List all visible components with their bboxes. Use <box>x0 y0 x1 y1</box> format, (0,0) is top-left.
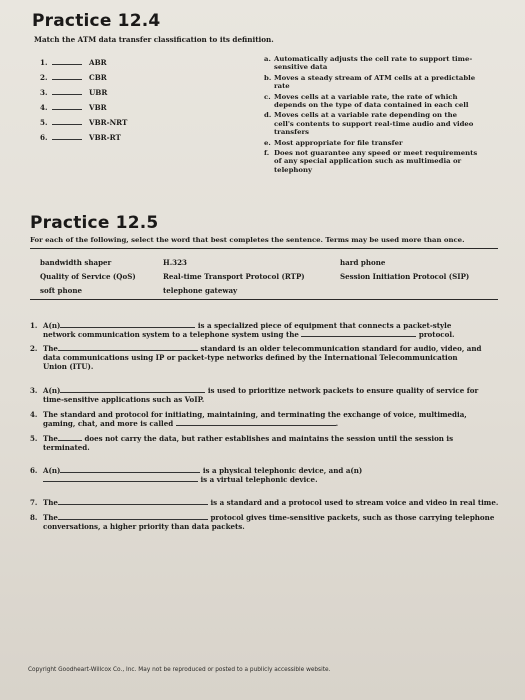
question-6: 6. A(n) is a physical telephonic device, and a(n) is a virtual telephonic device. <box>30 466 363 485</box>
answer-blank[interactable] <box>60 466 200 473</box>
item-number: 4. <box>40 103 48 112</box>
word-bank-term: telephone gateway <box>163 286 238 295</box>
word-bank-term: hard phone <box>340 258 386 267</box>
definition-e: e. Most appropriate for file transfer <box>264 138 403 147</box>
answer-blank[interactable] <box>58 513 208 520</box>
word-bank-top-rule <box>30 248 498 249</box>
question-3: 3. A(n) is used to prioritize network packets to ensure quality of service for time-sensitive applications such as VoIP. <box>30 386 479 405</box>
item-number: 5. <box>40 118 48 127</box>
word-bank <box>40 255 490 297</box>
answer-blank[interactable] <box>52 72 82 80</box>
practice-12-4-title: Practice 12.4 <box>32 11 161 31</box>
definition-a: a. Automatically adjusts the cell rate to support time-sensitive data <box>264 55 473 72</box>
item-number: 6. <box>40 133 48 142</box>
item-abbr: ABR <box>89 58 107 67</box>
word-bank-bottom-rule <box>30 299 498 300</box>
match-item-4 <box>40 102 107 112</box>
answer-blank[interactable] <box>52 132 82 140</box>
answer-blank[interactable] <box>52 117 82 125</box>
definition-c: c. Moves cells at a variable rate, the rate of which depends on the type of data contained in each cell <box>264 92 469 110</box>
question-4: 4. The standard and protocol for initiating, maintaining, and terminating the exchange of voice, multimedia, gaming, chat, and more is called . <box>30 410 467 429</box>
item-number: 3. <box>40 88 48 97</box>
item-abbr: UBR <box>89 88 108 97</box>
answer-blank[interactable] <box>58 498 208 505</box>
answer-blank[interactable] <box>58 434 82 441</box>
item-number: 1. <box>40 58 48 67</box>
word-bank-term: soft phone <box>40 286 83 295</box>
answer-blank[interactable] <box>60 386 205 393</box>
answer-blank[interactable] <box>43 475 198 482</box>
question-2: 2. The standard is an older telecommunication standard for audio, video, and data communications using IP or packet-type networks defined by the International Telecommunication Union (ITU). <box>30 344 482 372</box>
word-bank-term: Session Initiation Protocol (SIP) <box>340 272 470 281</box>
item-abbr: VBR-NRT <box>89 118 128 127</box>
answer-blank[interactable] <box>52 87 82 95</box>
match-item-3 <box>40 87 107 97</box>
answer-blank[interactable] <box>52 102 82 110</box>
word-bank-term: Quality of Service (QoS) <box>40 272 136 281</box>
question-8: 8. The protocol gives time-sensitive packets, such as those carrying telephone conversations, a higher priority than data packets. <box>30 513 495 532</box>
match-item-2 <box>40 72 107 82</box>
definition-f: f. Does not guarantee any speed or meet requirements of any special application such as multimedia or telephony <box>264 149 478 174</box>
item-number: 2. <box>40 73 48 82</box>
answer-blank[interactable] <box>58 344 198 351</box>
match-item-6 <box>40 132 121 142</box>
word-bank-term: H.323 <box>163 258 187 267</box>
answer-blank[interactable] <box>52 57 82 65</box>
practice-12-5-title: Practice 12.5 <box>30 213 159 233</box>
answer-blank[interactable] <box>176 419 336 426</box>
word-bank-term: bandwidth shaper <box>40 258 112 267</box>
answer-blank[interactable] <box>301 330 416 337</box>
question-1: 1. A(n) is a specialized piece of equipment that connects a packet-style network communication system to a telephone system using the protocol. <box>30 321 455 340</box>
question-5: 5. The does not carry the data, but rather establishes and maintains the session until the session is terminated. <box>30 434 454 453</box>
answer-blank[interactable] <box>60 321 195 328</box>
word-bank-term: Real-time Transport Protocol (RTP) <box>163 272 305 281</box>
item-abbr: VBR-RT <box>89 133 121 142</box>
question-7: 7. The is a standard and a protocol used to stream voice and video in real time. <box>30 498 499 507</box>
item-abbr: VBR <box>89 103 107 112</box>
match-item-5 <box>40 117 127 127</box>
copyright-notice: Copyright Goodheart-Willcox Co., Inc. May not be reproduced or posted to a publicly accessible website. <box>28 667 331 673</box>
practice-12-5-instructions: For each of the following, select the word that best completes the sentence. Terms may be used more than once. <box>30 236 465 244</box>
definition-d: d. Moves cells at a variable rate depending on the cell's contents to support real-time audio and video transfers <box>264 111 474 137</box>
practice-12-4-instructions: Match the ATM data transfer classification to its definition. <box>34 35 274 44</box>
match-item-1 <box>40 57 107 67</box>
item-abbr: CBR <box>89 73 107 82</box>
definition-b: b. Moves a steady stream of ATM cells at a predictable rate <box>264 73 476 91</box>
definitions-list <box>264 55 479 176</box>
